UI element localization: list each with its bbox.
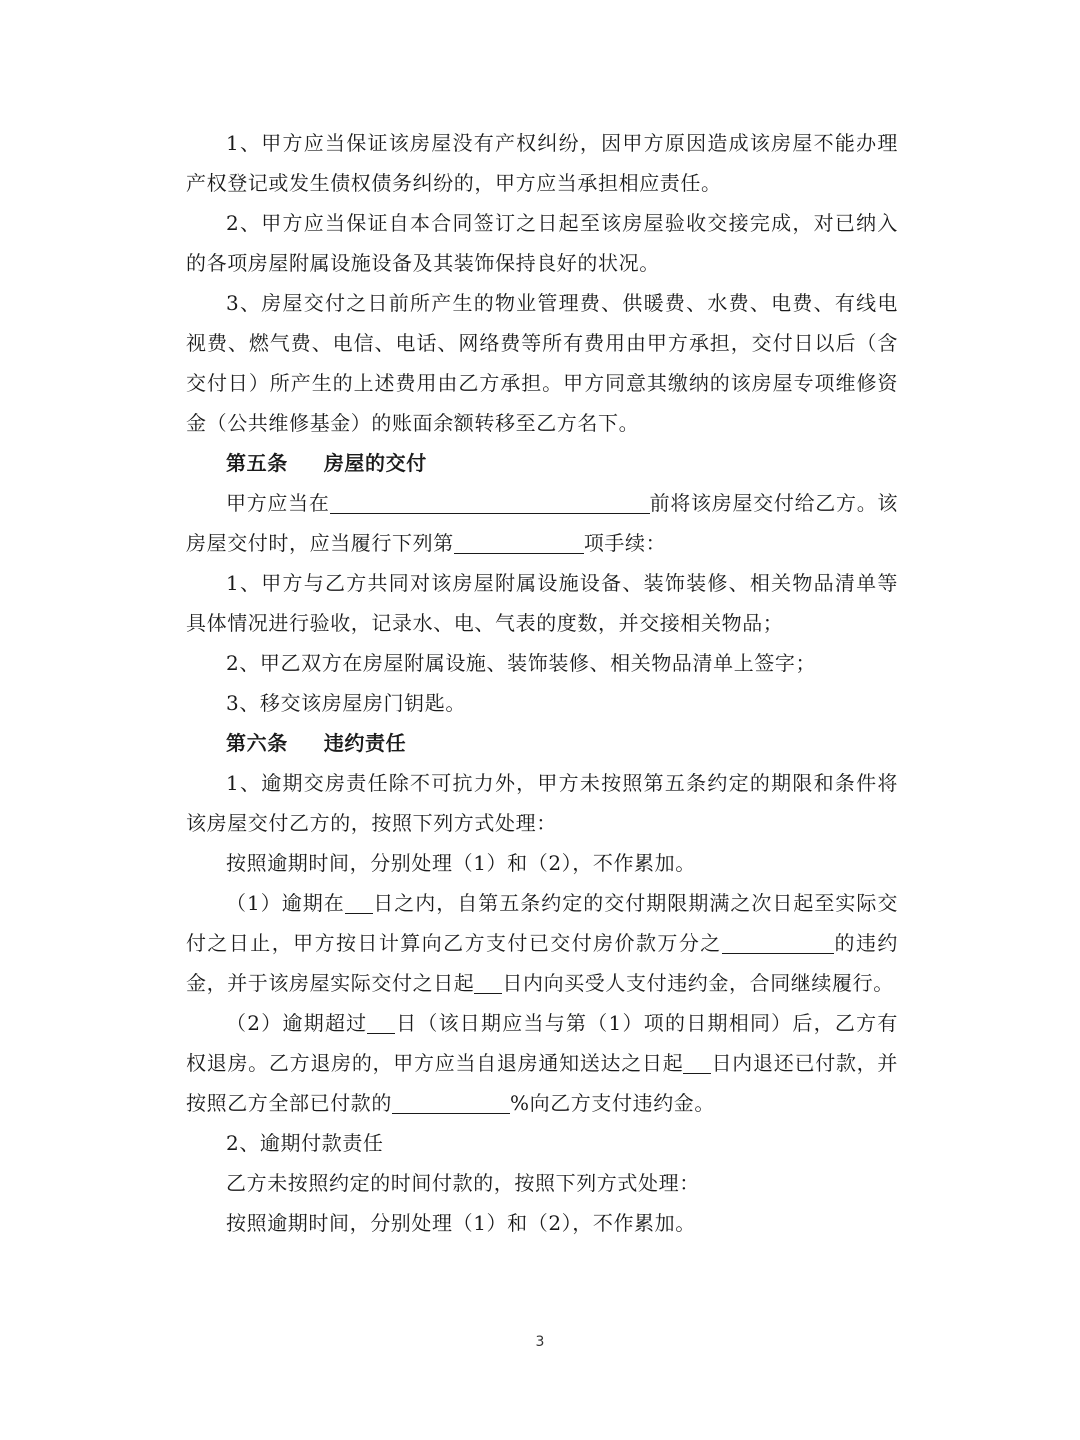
fill-blank-rate[interactable] bbox=[722, 931, 834, 954]
text-run: %向乙方支付违约金。 bbox=[510, 1091, 716, 1115]
text-run: 日之内，自第五条约定的交付期限期满之次日起至实际交付之日止，甲方按日计算向乙方支付已交付房价款万分之 bbox=[186, 891, 898, 955]
text-run: （1）逾期在 bbox=[226, 891, 345, 915]
fill-blank-days[interactable] bbox=[474, 971, 502, 994]
clause-paragraph: 2、甲乙双方在房屋附属设施、装饰装修、相关物品清单上签字； bbox=[226, 651, 817, 675]
fill-blank-days[interactable] bbox=[345, 891, 373, 914]
article-number: 第六条 bbox=[226, 731, 288, 755]
clause-paragraph bbox=[186, 1003, 898, 1123]
text-run: 日内向买受人支付违约金，合同继续履行。 bbox=[502, 971, 894, 995]
article-5-heading bbox=[186, 443, 898, 483]
text-run: （2）逾期超过 bbox=[226, 1011, 368, 1035]
clause-paragraph: 2、逾期付款责任 bbox=[226, 1131, 384, 1155]
article-number: 第五条 bbox=[226, 451, 288, 475]
text-run: 日内退还已付款，并按照乙方全部已付款的 bbox=[186, 1051, 898, 1115]
text-run: 甲方应当在 bbox=[226, 491, 330, 515]
text-run: 日（该日期应当与第（1）项的日期相同）后，乙方有权退房。乙方退房的，甲方应当自退房通知送达之日起 bbox=[186, 1011, 898, 1075]
fill-blank-percent[interactable] bbox=[392, 1091, 510, 1114]
clause-paragraph bbox=[186, 883, 898, 1003]
fill-blank-days[interactable] bbox=[367, 1011, 395, 1034]
clause-paragraph bbox=[186, 483, 898, 563]
article-6-heading bbox=[186, 723, 898, 763]
clause-paragraph: 按照逾期时间，分别处理（1）和（2），不作累加。 bbox=[226, 851, 696, 875]
text-run: 的违约金，并于该房屋实际交付之日起 bbox=[186, 931, 898, 995]
article-title: 违约责任 bbox=[323, 731, 407, 755]
text-run: 项手续： bbox=[583, 531, 667, 555]
clause-paragraph: 3、房屋交付之日前所产生的物业管理费、供暖费、水费、电费、有线电视费、燃气费、电信、电话、网络费等所有费用由甲方承担，交付日以后（含交付日）所产生的上述费用由乙方承担。甲方同意其缴纳的该房屋专项维修资金（公共维修基金）的账面余额转移至乙方名下。 bbox=[186, 291, 898, 435]
fill-blank-days[interactable] bbox=[683, 1051, 711, 1074]
clause-paragraph: 乙方未按照约定的时间付款的，按照下列方式处理： bbox=[226, 1171, 700, 1195]
article-title: 房屋的交付 bbox=[323, 451, 427, 475]
clause-paragraph: 1、逾期交房责任除不可抗力外，甲方未按照第五条约定的期限和条件将该房屋交付乙方的，按照下列方式处理： bbox=[186, 771, 898, 835]
clause-paragraph: 1、甲方与乙方共同对该房屋附属设施设备、装饰装修、相关物品清单等具体情况进行验收，记录水、电、气表的度数，并交接相关物品； bbox=[186, 571, 898, 635]
clause-paragraph: 1、甲方应当保证该房屋没有产权纠纷，因甲方原因造成该房屋不能办理产权登记或发生债权债务纠纷的，甲方应当承担相应责任。 bbox=[186, 131, 898, 195]
document-body bbox=[186, 123, 898, 1243]
clause-paragraph: 按照逾期时间，分别处理（1）和（2），不作累加。 bbox=[226, 1211, 696, 1235]
clause-paragraph: 3、移交该房屋房门钥匙。 bbox=[226, 691, 466, 715]
fill-blank-date[interactable] bbox=[330, 491, 650, 514]
text-run: 前将该房屋交付给乙方。该房屋交付时，应当履行下列第 bbox=[186, 491, 898, 555]
fill-blank-procedure[interactable] bbox=[454, 531, 584, 554]
clause-paragraph: 2、甲方应当保证自本合同签订之日起至该房屋验收交接完成，对已纳入的各项房屋附属设施设备及其装饰保持良好的状况。 bbox=[186, 211, 898, 275]
page-number: 3 bbox=[535, 1334, 545, 1350]
